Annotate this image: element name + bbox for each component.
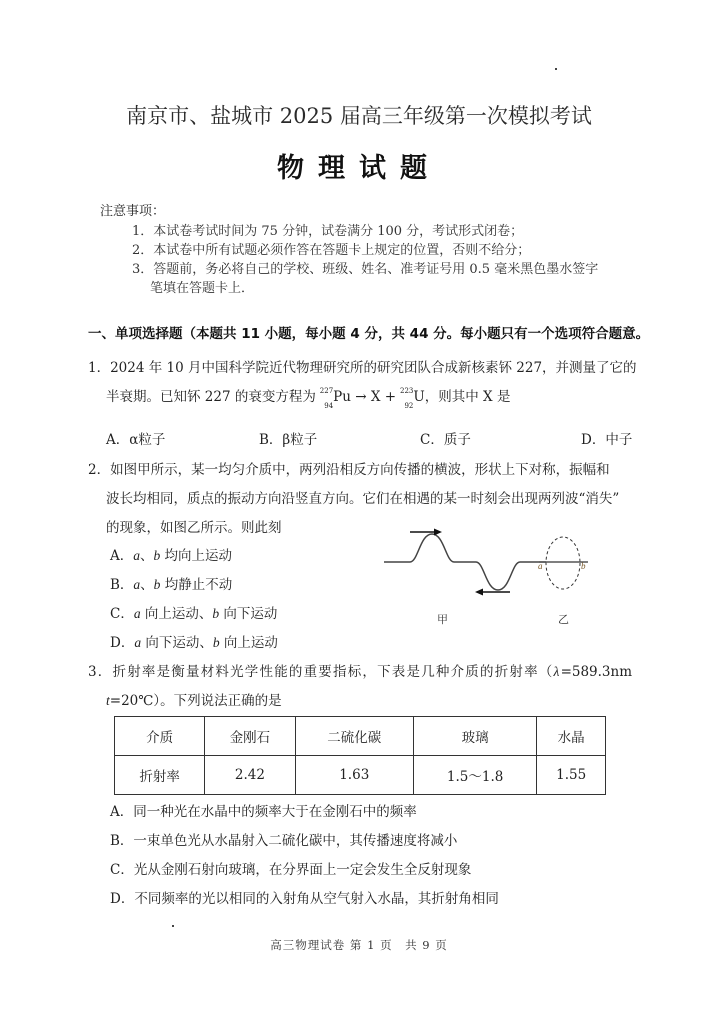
q3-option-a: A．同一种光在水晶中的频率大于在金刚石中的频率	[110, 804, 417, 820]
table-header-row	[115, 717, 606, 756]
arrow-left-head	[475, 589, 483, 596]
separator: 、	[140, 548, 154, 564]
pu-mass-number: 227	[319, 386, 334, 395]
q3-line2-post: =20℃）。下列说法正确的是	[109, 693, 282, 709]
table-cell: 1.55	[537, 756, 606, 795]
notice-heading: 注意事项：	[100, 204, 166, 219]
var-a: a	[133, 606, 141, 621]
separator: 、	[140, 577, 154, 593]
q3-line2	[106, 689, 282, 709]
var-b: b	[153, 577, 161, 592]
pu-symbol: Pu	[333, 389, 351, 405]
figure-label-yi: 乙	[558, 613, 569, 626]
dashed-wave-outline	[546, 537, 580, 589]
u-nuclide-indices	[400, 386, 414, 410]
q2-line1: 2．如图甲所示，某一均匀介质中，两列沿相反方向传播的横波，形状上下对称，振幅和	[88, 462, 610, 478]
figure-label-jia: 甲	[437, 613, 448, 626]
table-header-cell: 二硫化碳	[295, 717, 413, 756]
q3-wavelength: =589.3nm	[560, 664, 633, 680]
option-label: B．	[110, 577, 134, 593]
q2-option-d	[110, 631, 278, 651]
option-text: 均向上运动	[160, 548, 233, 564]
notice-item-1: 1．本试卷考试时间为 75 分钟，试卷满分 100 分，考试形式闭卷；	[132, 224, 524, 239]
figure-yi-superposition	[538, 537, 588, 589]
refractive-index-table	[114, 716, 606, 795]
q1-line2-post: ，则其中 X 是	[424, 389, 511, 405]
arrow-symbol: →	[355, 389, 367, 405]
table-cell: 1.5～1.8	[413, 756, 536, 795]
var-b: b	[212, 606, 220, 621]
option-label: A．	[110, 548, 134, 564]
notice-item-3: 3．答题前，务必将自己的学校、班级、姓名、准考证号用 0.5 毫米黑色墨水签字	[132, 262, 599, 277]
exam-title: 南京市、盐城市 2025 届高三年级第一次模拟考试	[126, 104, 592, 128]
q2-option-c	[110, 602, 277, 622]
table-header-cell: 介质	[115, 717, 205, 756]
q1-option-c: C．质子	[420, 432, 471, 448]
pu-atomic-number: 94	[324, 401, 334, 410]
option-label: C．	[110, 606, 134, 622]
temperature-symbol: t	[106, 693, 110, 708]
speck-mark	[172, 925, 174, 927]
table-cell: 折射率	[115, 756, 205, 795]
u-symbol: U	[413, 389, 425, 405]
q1-line2-pre: 半衰期。已知钚 227 的衰变方程为	[106, 389, 316, 405]
plus-symbol: +	[384, 389, 397, 405]
option-mid-text: 向上运动、	[140, 606, 213, 622]
var-b: b	[212, 635, 220, 650]
u-atomic-number: 92	[404, 401, 414, 410]
q3-option-b: B．一束单色光从水晶射入二硫化碳中，其传播速度将减小	[110, 833, 458, 849]
point-a-label: a	[538, 561, 543, 571]
notice-item-2: 2．本试卷中所有试题必须作答在答题卡上规定的位置，否则不给分；	[132, 243, 531, 258]
notice-item-3-cont: 笔填在答题卡上．	[150, 281, 255, 296]
pu-nuclide-indices	[319, 386, 334, 410]
option-label: D．	[110, 635, 135, 651]
q3-option-d: D．不同频率的光以相同的入射角从空气射入水晶，其折射角相同	[110, 891, 499, 907]
u-mass-number: 223	[400, 386, 414, 395]
q3-line1	[88, 660, 632, 680]
option-mid-text: 向下运动、	[141, 635, 213, 651]
q1-line2	[106, 385, 511, 410]
q2-option-b	[110, 573, 232, 593]
option-text: 向上运动	[219, 635, 278, 651]
table-header-cell: 水晶	[537, 717, 606, 756]
q2-option-a	[110, 544, 232, 564]
q3-option-c: C．光从金刚石射向玻璃，在分界面上一定会发生全反射现象	[110, 862, 472, 878]
var-a: a	[134, 635, 142, 650]
option-text: 均静止不动	[160, 577, 233, 593]
table-cell: 1.63	[295, 756, 413, 795]
q1-option-b: B．β粒子	[259, 432, 318, 448]
q2-line3: 的现象，如图乙所示。则此刻	[106, 520, 282, 536]
point-b-label: b	[581, 561, 586, 571]
option-text: 向下运动	[219, 606, 278, 622]
speck-mark	[555, 68, 557, 70]
var-a: a	[133, 548, 140, 563]
q1-line1: 1．2024 年 10 月中国科学院近代物理研究所的研究团队合成新核素钚 227，并测量了它的	[88, 360, 637, 376]
q1-option-d: D．中子	[581, 432, 633, 448]
arrow-right-head	[434, 529, 442, 536]
page-footer: 高三物理试卷 第 1 页 共 9 页	[270, 938, 448, 952]
var-a: a	[133, 577, 141, 592]
q2-wave-figure	[374, 522, 610, 630]
lambda-symbol: λ	[553, 664, 561, 679]
table-header-cell: 金刚石	[205, 717, 295, 756]
q3-line1-pre: 3．折射率是衡量材料光学性能的重要指标，下表是几种介质的折射率（	[88, 664, 554, 680]
figure-jia-waves	[384, 529, 546, 596]
x-symbol: X	[370, 389, 381, 405]
var-b: b	[153, 548, 161, 563]
section-heading: 一、单项选择题（本题共 11 小题，每小题 4 分，共 44 分。每小题只有一个选项符合题意。	[88, 326, 650, 342]
table-header-cell: 玻璃	[413, 717, 536, 756]
q1-option-a: A．α粒子	[106, 432, 166, 448]
wave-line	[384, 534, 546, 590]
exam-subject-title: 物理试题	[277, 153, 441, 184]
table-cell: 2.42	[205, 756, 295, 795]
table-row	[115, 756, 606, 795]
q2-line2: 波长均相同，质点的振动方向沿竖直方向。它们在相遇的某一时刻会出现两列波“消失”	[106, 491, 620, 507]
